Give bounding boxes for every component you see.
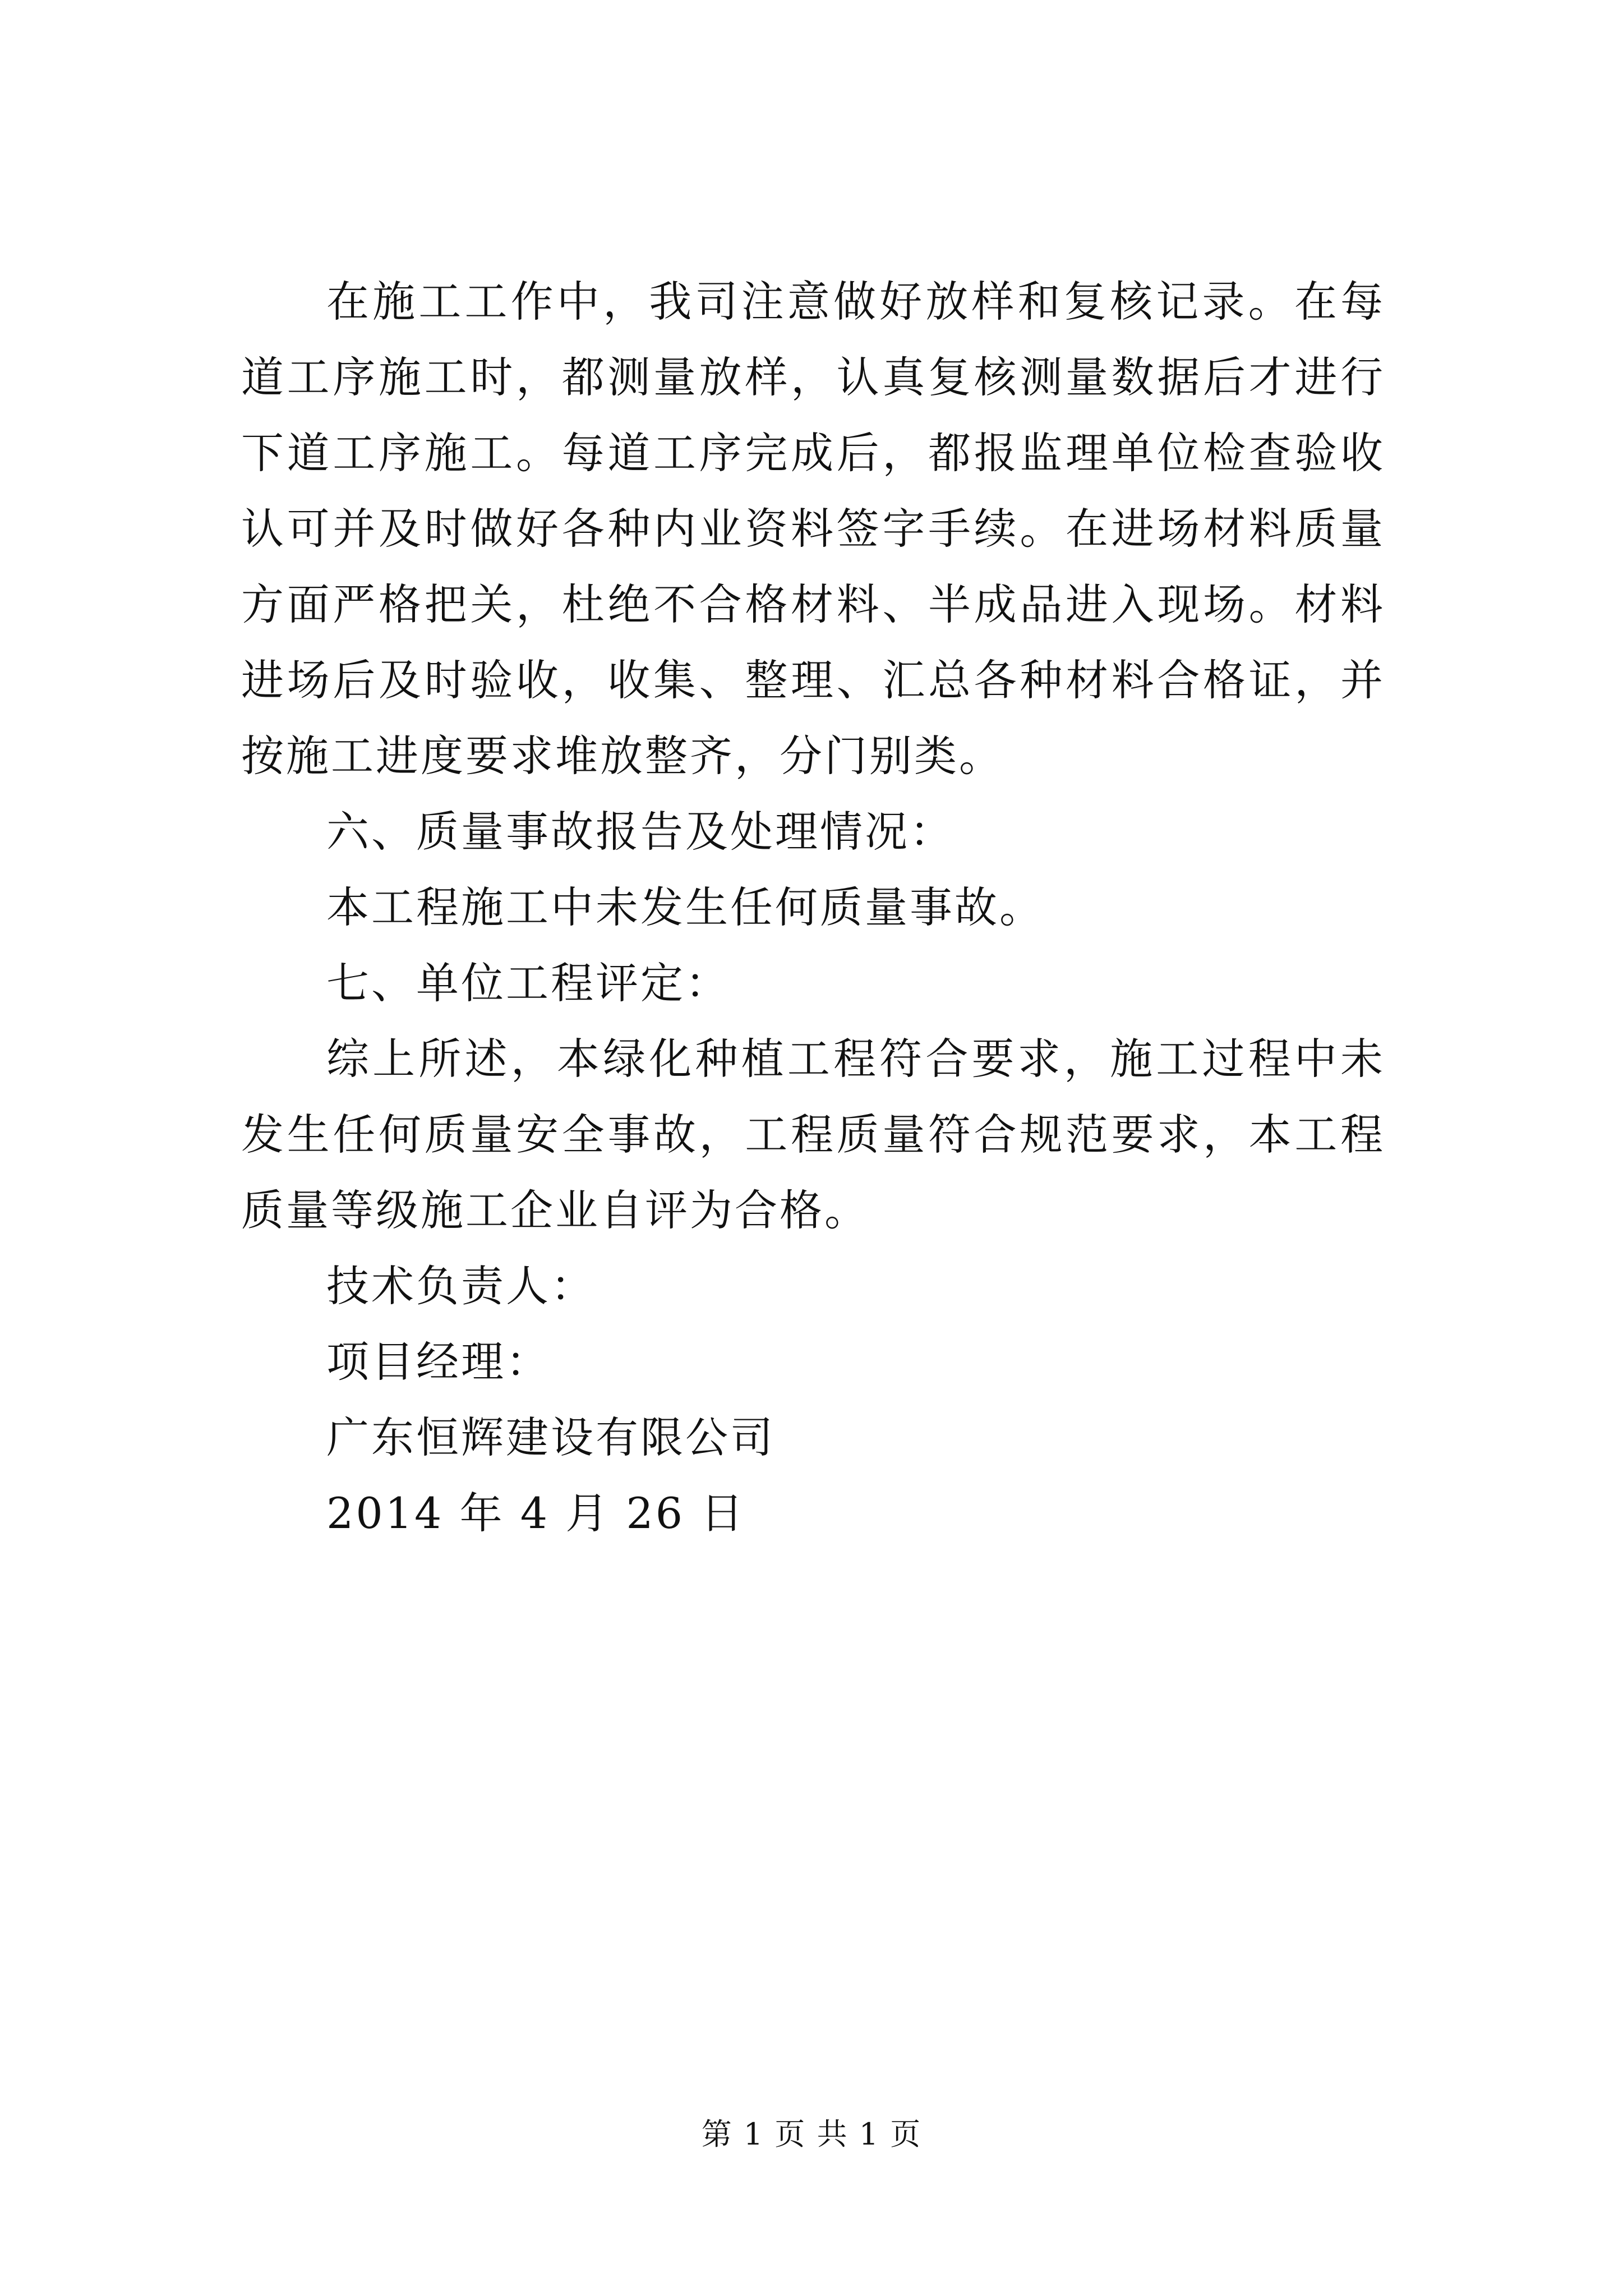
signature-technical-lead: 技术负责人： (326, 1261, 596, 1311)
paragraph-evaluation-summary: 综上所述，本绿化种植工程符合要求，施工过程中未发生任何质量安全事故，工程质量符合规范要求，本工程质量等级施工企业自评为合格。 (241, 1034, 1385, 1235)
signature-project-manager: 项目经理： (326, 1337, 551, 1387)
heading-unit-project-evaluation: 七、单位工程评定： (326, 958, 730, 1008)
paragraph-no-accidents: 本工程施工中未发生任何质量事故。 (326, 882, 1044, 932)
document-date: 2014 年 4 月 26 日 (326, 1488, 746, 1538)
heading-quality-accident-report: 六、质量事故报告及处理情况： (326, 807, 955, 857)
document-body (241, 264, 1385, 1551)
company-name: 广东恒辉建设有限公司 (326, 1412, 775, 1462)
paragraph-construction-records: 在施工工作中，我司注意做好放样和复核记录。在每道工序施工时，都测量放样，认真复核测量数据后才进行下道工序施工。每道工序完成后，都报监理单位检查验收认可并及时做好各种内业资料签字手续。在进场材料质量方面严格把关，杜绝不合格材料、半成品进入现场。材料进场后及时验收，收集、整理、汇总各种材料合格证，并按施工进度要求堆放整齐，分门别类。 (241, 277, 1385, 781)
page-footer: 第 1 页 共 1 页 (701, 2116, 922, 2152)
